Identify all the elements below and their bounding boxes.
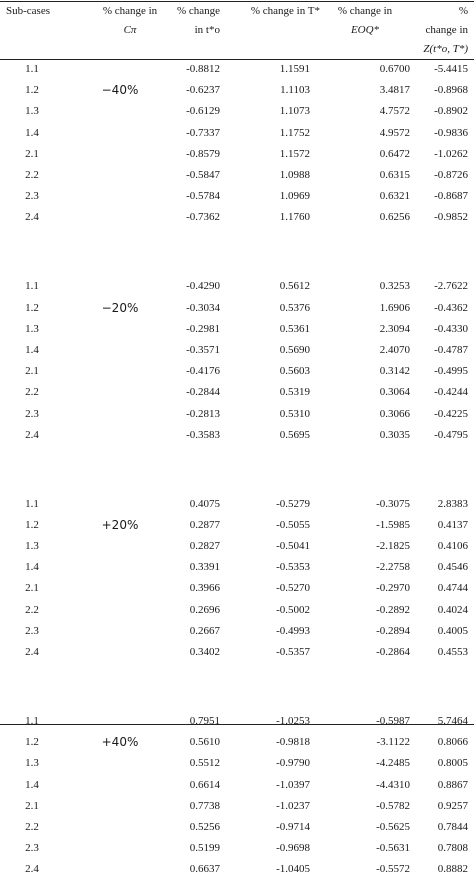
header-t0-line2: in t*o	[194, 24, 220, 36]
value-cell: 0.3066	[379, 407, 410, 420]
value-cell: 1.1591	[279, 63, 310, 75]
value-cell: -0.9836	[434, 126, 468, 139]
subcase-cell: 2.4	[25, 863, 39, 876]
subcase-cell: 1.3	[25, 322, 39, 335]
value-cell: -0.8968	[434, 84, 468, 97]
subcase-cell: 2.4	[25, 646, 39, 658]
value-cell: -0.6237	[186, 84, 220, 97]
value-cell: -0.8579	[186, 147, 220, 160]
header-Z-line3: Z(t*o, T*)	[423, 43, 468, 55]
value-cell: 2.3094	[379, 322, 410, 335]
value-cell: 0.5690	[279, 343, 310, 356]
value-cell: 4.9572	[379, 126, 410, 139]
subcase-cell: 2.3	[25, 407, 39, 420]
header-c-pi-line1: % change in	[102, 5, 158, 17]
value-cell: 0.4744	[437, 582, 468, 595]
value-cell: -0.6129	[186, 105, 220, 118]
subcase-cell: 1.4	[25, 561, 39, 574]
value-cell: -4.2485	[376, 757, 410, 770]
subcase-cell: 2.4	[25, 211, 39, 224]
value-cell: -0.9790	[276, 757, 310, 770]
value-cell: -0.5055	[276, 518, 310, 531]
value-cell: 0.3035	[379, 428, 410, 441]
value-cell: 0.7738	[189, 799, 220, 812]
value-cell: -0.2892	[376, 603, 410, 616]
value-cell: -1.0237	[276, 799, 310, 812]
value-cell: 0.4106	[437, 540, 468, 552]
header-subcases-text: Sub-cases	[6, 5, 50, 17]
value-cell: 1.0988	[279, 169, 310, 181]
value-cell: -0.5625	[376, 820, 410, 833]
value-cell: -0.4995	[434, 365, 468, 378]
value-cell: 0.7808	[437, 842, 468, 855]
subcase-cell: 1.3	[25, 757, 39, 770]
value-cell: 1.0969	[279, 190, 310, 203]
value-cell: -0.5987	[376, 714, 410, 727]
value-cell: 0.9257	[437, 799, 468, 812]
value-cell: -0.5041	[276, 540, 310, 552]
value-cell: -0.5002	[276, 603, 310, 616]
value-cell: 3.4817	[379, 84, 410, 97]
value-cell: 0.7951	[189, 714, 220, 727]
value-cell: -0.3571	[186, 343, 220, 356]
value-cell: 1.1073	[279, 105, 310, 118]
subcase-cell: 1.1	[25, 63, 39, 75]
header-c-pi	[90, 2, 170, 40]
subcase-cell: 2.1	[25, 799, 39, 812]
value-cell: -2.1825	[376, 540, 410, 552]
value-cell: -0.4330	[434, 322, 468, 335]
value-cell: -0.4795	[434, 428, 468, 441]
value-cell: 1.1760	[279, 211, 310, 224]
subcase-cell: 2.2	[25, 386, 39, 399]
value-cell: 0.4546	[437, 561, 468, 574]
value-cell: -0.4244	[434, 386, 468, 399]
header-EOQ-line2: EOQ*	[350, 24, 380, 36]
subcase-cell: 2.3	[25, 190, 39, 203]
value-cell: -0.5847	[186, 169, 220, 181]
group-label: +40%	[101, 735, 139, 750]
header-Z-line2: change in	[425, 24, 468, 36]
value-cell: -0.9714	[276, 820, 310, 833]
value-cell: 0.4553	[437, 646, 468, 658]
value-cell: -0.2813	[186, 407, 220, 420]
subcase-cell: 1.3	[25, 540, 39, 552]
header-rule	[0, 59, 474, 60]
value-cell: -0.5353	[276, 561, 310, 574]
value-cell: -0.5782	[376, 799, 410, 812]
subcase-cell: 1.2	[25, 84, 39, 97]
value-cell: 0.5512	[189, 757, 220, 770]
value-cell: 0.3253	[379, 280, 410, 293]
header-Z	[400, 2, 468, 59]
value-cell: -0.8902	[434, 105, 468, 118]
value-cell: 0.8005	[437, 757, 468, 770]
value-cell: -0.2864	[376, 646, 410, 658]
header-c-pi-line2: Cπ	[123, 24, 137, 36]
group-label: −20%	[101, 300, 139, 315]
value-cell: 0.8867	[437, 778, 468, 791]
value-cell: 0.5612	[279, 280, 310, 293]
value-cell: 0.6472	[379, 147, 410, 160]
value-cell: 0.5376	[279, 301, 310, 314]
value-cell: -0.3075	[376, 497, 410, 510]
subcase-cell: 1.2	[25, 736, 39, 749]
value-cell: 0.8066	[437, 736, 468, 749]
value-cell: 0.2696	[189, 603, 220, 616]
subcase-cell: 2.2	[25, 820, 39, 833]
value-cell: -0.9698	[276, 842, 310, 855]
value-cell: -0.3583	[186, 428, 220, 441]
value-cell: -2.7622	[434, 280, 468, 293]
value-cell: -0.8687	[434, 190, 468, 203]
value-cell: -0.8726	[434, 169, 468, 181]
value-cell: 1.1572	[279, 147, 310, 160]
header-Z-line1: %	[458, 5, 468, 17]
value-cell: 0.5361	[279, 322, 310, 335]
value-cell: -0.7337	[186, 126, 220, 139]
header-EOQ	[320, 2, 410, 40]
subcase-cell: 1.4	[25, 343, 39, 356]
subcase-cell: 1.3	[25, 105, 39, 118]
value-cell: 2.8383	[437, 497, 468, 510]
value-cell: -0.7362	[186, 211, 220, 224]
subcase-cell: 2.3	[25, 842, 39, 855]
value-cell: 0.6614	[189, 778, 220, 791]
value-cell: -0.5784	[186, 190, 220, 203]
value-cell: -0.2844	[186, 386, 220, 399]
value-cell: 0.2827	[189, 540, 220, 552]
value-cell: 0.3142	[379, 365, 410, 378]
value-cell: -1.0397	[276, 778, 310, 791]
subcase-cell: 2.4	[25, 428, 39, 441]
group-label: +20%	[101, 517, 139, 532]
header-EOQ-line1: % change in	[337, 5, 393, 17]
subcase-cell: 2.2	[25, 169, 39, 181]
value-cell: -0.4176	[186, 365, 220, 378]
subcase-cell: 2.3	[25, 624, 39, 637]
value-cell: 0.4024	[437, 603, 468, 616]
value-cell: 0.3064	[379, 386, 410, 399]
value-cell: -0.9852	[434, 211, 468, 224]
value-cell: 0.5199	[189, 842, 220, 855]
subcase-cell: 2.1	[25, 147, 39, 160]
header-T	[230, 2, 320, 21]
value-cell: 0.5319	[279, 386, 310, 399]
value-cell: 0.4137	[437, 518, 468, 531]
value-cell: -0.4993	[276, 624, 310, 637]
value-cell: -0.4225	[434, 407, 468, 420]
header-subcases	[6, 2, 50, 21]
value-cell: 5.7464	[437, 714, 468, 727]
value-cell: 0.6637	[189, 863, 220, 876]
subcase-cell: 1.1	[25, 714, 39, 727]
value-cell: -0.8812	[186, 63, 220, 75]
value-cell: -2.2758	[376, 561, 410, 574]
value-cell: -0.5572	[376, 863, 410, 876]
header-t0	[160, 2, 220, 40]
header-T-line1: % change in T*	[250, 5, 320, 17]
value-cell: -0.5631	[376, 842, 410, 855]
value-cell: -0.4290	[186, 280, 220, 293]
value-cell: 0.6700	[379, 63, 410, 75]
value-cell: 0.2667	[189, 624, 220, 637]
value-cell: 1.1752	[279, 126, 310, 139]
value-cell: 0.5695	[279, 428, 310, 441]
header-t0-line1: % change	[176, 5, 220, 17]
value-cell: 0.3391	[189, 561, 220, 574]
value-cell: -0.2970	[376, 582, 410, 595]
value-cell: 2.4070	[379, 343, 410, 356]
value-cell: -3.1122	[376, 736, 410, 749]
value-cell: -5.4415	[434, 63, 468, 75]
subcase-cell: 1.2	[25, 518, 39, 531]
value-cell: 0.4005	[437, 624, 468, 637]
value-cell: -0.9818	[276, 736, 310, 749]
subcase-cell: 2.1	[25, 365, 39, 378]
value-cell: 0.4075	[189, 497, 220, 510]
subcase-cell: 2.2	[25, 603, 39, 616]
value-cell: 0.3966	[189, 582, 220, 595]
value-cell: -1.5985	[376, 518, 410, 531]
value-cell: 0.6256	[379, 211, 410, 224]
value-cell: 0.3402	[189, 646, 220, 658]
value-cell: -0.4787	[434, 343, 468, 356]
value-cell: -0.5270	[276, 582, 310, 595]
group-label: −40%	[101, 83, 139, 98]
value-cell: 0.5256	[189, 820, 220, 833]
value-cell: -0.3034	[186, 301, 220, 314]
value-cell: 0.7844	[437, 820, 468, 833]
value-cell: 0.8882	[437, 863, 468, 876]
subcase-cell: 1.1	[25, 280, 39, 293]
subcase-cell: 1.2	[25, 301, 39, 314]
value-cell: -4.4310	[376, 778, 410, 791]
value-cell: -0.5357	[276, 646, 310, 658]
value-cell: -0.4362	[434, 301, 468, 314]
value-cell: -0.5279	[276, 497, 310, 510]
value-cell: 0.6315	[379, 169, 410, 181]
value-cell: -1.0262	[434, 147, 468, 160]
bottom-rule	[0, 724, 474, 725]
value-cell: 1.1103	[280, 84, 310, 97]
value-cell: 0.5610	[189, 736, 220, 749]
subcase-cell: 1.4	[25, 778, 39, 791]
subcase-cell: 1.4	[25, 126, 39, 139]
value-cell: -0.2894	[376, 624, 410, 637]
value-cell: -0.2981	[186, 322, 220, 335]
value-cell: 1.6906	[379, 301, 410, 314]
subcase-cell: 1.1	[25, 497, 39, 510]
value-cell: -1.0253	[276, 714, 310, 727]
value-cell: 0.5603	[279, 365, 310, 378]
value-cell: 0.6321	[379, 190, 410, 203]
value-cell: -1.0405	[276, 863, 310, 876]
value-cell: 0.2877	[189, 518, 220, 531]
value-cell: 4.7572	[379, 105, 410, 118]
subcase-cell: 2.1	[25, 582, 39, 595]
value-cell: 0.5310	[279, 407, 310, 420]
